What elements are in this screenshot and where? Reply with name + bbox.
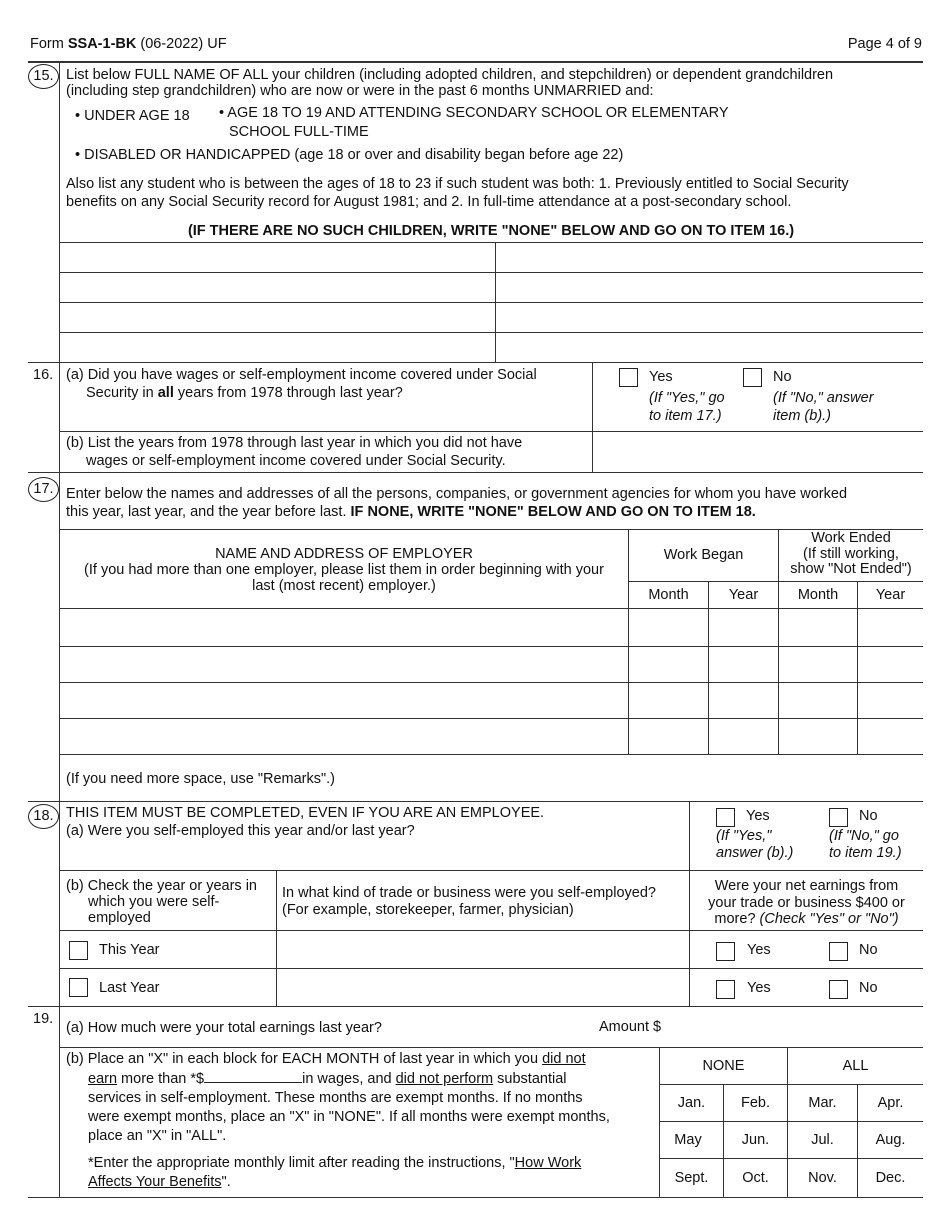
item-16-no-note-1: (If "No," answer [773,390,874,406]
employer-row-1[interactable] [60,609,628,646]
last-year-no-checkbox[interactable] [829,980,848,999]
month-block-may[interactable]: May [674,1132,702,1148]
this-year-label: This Year [99,942,160,958]
month-block-dec[interactable]: Dec. [875,1170,906,1186]
this-year-yes-label: Yes [747,942,771,958]
work-ended-title: Work Ended [811,530,891,546]
child-name-field-1[interactable] [60,243,495,272]
item-18-yes-note-2: answer (b).) [716,845,794,861]
item-18-yes-label: Yes [746,808,770,824]
last-year-yes-label: Yes [747,980,771,996]
item-18-yes-checkbox[interactable] [716,808,735,827]
item-16a-text-end: years from 1978 through last year? [173,385,403,401]
item-18-no-note-2: to item 19.) [829,845,902,861]
item-17-intro-line-1: Enter below the names and addresses of all the persons, companies, or government agencies for whom you have worked [66,486,848,502]
item-16-no-checkbox[interactable] [743,368,762,387]
item-17-more-space-note: (If you need more space, use "Remarks".) [66,771,335,787]
child-name-field-3[interactable] [60,273,495,302]
item-17-intro-bold: IF NONE, WRITE "NONE" BELOW AND GO ON TO ITEM 18. [350,504,756,520]
item-18-no-label: No [859,808,878,824]
employer-row-3[interactable] [60,683,628,718]
item-17-intro-text: this year, last year, and the year before last. [66,504,351,520]
item-18-number: 18. [28,804,59,829]
item-17-intro [66,485,926,521]
item-16-yes-note [649,389,725,425]
trade-header-line-1: In what kind of trade or business were you self-employed? [282,885,656,901]
footnote-end: ". [221,1174,231,1190]
item-19b-footnote-line-1 [88,1154,581,1173]
child-name-field-6[interactable] [496,303,923,332]
item-19b-text-2: more than *$ [117,1071,205,1087]
item-16a-bold: all [157,385,174,401]
item-19b-line-5: place an "X" in "ALL". [88,1128,227,1144]
employer-row-2[interactable] [60,647,628,682]
item-16a-text: Security in [86,385,158,401]
item-16-yes-label: Yes [649,369,673,385]
item-16-no-note [773,389,874,425]
item-15-number: 15. [28,64,59,89]
item-19b-underline-earn: earn [88,1071,118,1087]
item-18b-label [66,878,257,926]
this-year-no-label: No [859,942,878,958]
month-block-jan[interactable]: Jan. [677,1095,706,1111]
trade-column-header [282,885,656,919]
net-earnings-line-2: your trade or business $400 or [708,894,905,911]
month-block-feb[interactable]: Feb. [740,1095,770,1111]
work-ended-header [779,531,923,578]
item-19b-text-3: in wages, and [302,1071,396,1087]
month-block-oct[interactable]: Oct. [742,1170,769,1186]
month-block-aug[interactable]: Aug. [875,1132,906,1148]
last-year-no-label: No [859,980,878,996]
item-16-no-label: No [773,369,792,385]
item-19b-line-4: were exempt months, place an "X" in "NONE". If all months were exempt months, [88,1109,610,1125]
net-earnings-line-1: Were your net earnings from [714,878,899,894]
net-earnings-line-3 [690,911,923,928]
item-19b-line-3: services in self-employment. These months are exempt months. If no months [88,1090,583,1106]
item-17-intro-line-2 [66,503,926,521]
work-ended-note-1: (If still working, [803,545,899,562]
all-block[interactable]: ALL [842,1058,869,1074]
form-number: SSA-1-BK [67,36,137,52]
child-name-field-8[interactable] [496,333,923,362]
item-19b-instructions [66,1050,658,1146]
trade-header-line-2: (For example, storekeeper, farmer, physician) [282,902,574,918]
month-block-nov[interactable]: Nov. [808,1170,837,1186]
item-16-yes-note-2: to item 17.) [649,408,722,424]
footnote-underline-2: Affects Your Benefits [88,1174,222,1190]
work-began-year-header: Year [728,587,759,603]
item-15-none-instruction: (IF THERE ARE NO SUCH CHILDREN, WRITE "NONE" BELOW AND GO ON TO ITEM 16.) [187,223,795,239]
form-prefix: Form [30,36,68,52]
month-block-jun[interactable]: Jun. [741,1132,770,1148]
student-note-line-2: benefits on any Social Security record for August 1981; and 2. In full-time attendance at a post-secondary school. [66,194,792,210]
footnote-text: *Enter the appropriate monthly limit after reading the instructions, " [88,1155,515,1171]
item-18-must-complete: THIS ITEM MUST BE COMPLETED, EVEN IF YOU ARE AN EMPLOYEE. [66,805,545,821]
item-18b-line-3: employed [88,910,151,926]
item-18a-question [66,804,544,840]
item-16-number: 16. [33,367,54,383]
bullet-age-18-19 [219,104,729,142]
item-17-number: 17. [28,477,59,502]
month-block-jul[interactable]: Jul. [811,1132,834,1148]
item-16b-line-1: (b) List the years from 1978 through last year in which you did not have [66,435,523,451]
item-16b-question [66,434,522,470]
work-began-header: Work Began [663,547,744,563]
item-19b-text-4: substantial [493,1071,567,1087]
net-earnings-text: more? [714,911,760,927]
child-name-field-5[interactable] [60,303,495,332]
this-year-trade-field[interactable] [277,931,689,968]
item-19b-footnote-line-2 [88,1173,581,1192]
employer-header-note-1: (If you had more than one employer, please list them in order beginning with your [84,562,604,578]
item-18-no-checkbox[interactable] [829,808,848,827]
student-note-line-1: Also list any student who is between the ages of 18 to 23 if such student was both: 1. Previously entitled to Social Security [66,176,849,192]
last-year-trade-field[interactable] [277,969,689,1006]
item-19b-footnote [88,1154,581,1192]
item-19b-underline-1: did not [542,1051,586,1067]
work-ended-month-header: Month [797,587,839,603]
item-19b-line-2 [66,1069,658,1089]
bullet-disabled: • DISABLED OR HANDICAPPED (age 18 or over and disability began before age 22) [75,147,624,163]
item-16a-question [66,366,537,402]
item-16-yes-note-1: (If "Yes," go [649,390,725,406]
form-id [30,35,227,53]
item-16b-line-2: wages or self-employment income covered under Social Security. [86,453,506,469]
this-year-checkbox[interactable] [69,941,88,960]
month-block-sept[interactable]: Sept. [674,1170,709,1186]
form-revision: (06-2022) UF [136,36,227,52]
item-16a-line-2 [66,384,537,402]
item-16-yes-checkbox[interactable] [619,368,638,387]
month-block-apr[interactable]: Apr. [877,1095,904,1111]
item-15-intro [66,67,926,99]
item-15-student-note [66,175,926,211]
footnote-underline-1: How Work [514,1155,582,1171]
item-18-no-note-1: (If "No," go [829,828,899,844]
last-year-yes-checkbox[interactable] [716,980,735,999]
item-19b-line-1 [66,1050,658,1069]
work-ended-note-2: show "Not Ended") [790,561,912,577]
item-18-yes-note [716,828,793,862]
bullet-under-18: • UNDER AGE 18 [75,108,190,124]
employer-header-title: NAME AND ADDRESS OF EMPLOYER [215,546,473,562]
this-year-yes-checkbox[interactable] [716,942,735,961]
bullet-age-18-19-line-1: • AGE 18 TO 19 AND ATTENDING SECONDARY SCHOOL OR ELEMENTARY [219,105,729,121]
item-19a-amount-label: Amount $ [599,1019,662,1035]
item-15-intro-line-2: (including step grandchildren) who are now or were in the past 6 months UNMARRIED and: [66,83,654,99]
monthly-limit-field[interactable] [204,1069,302,1083]
item-18-yes-note-1: (If "Yes," [716,828,772,844]
net-earnings-italic: (Check "Yes" or "No") [759,911,899,927]
child-name-field-7[interactable] [60,333,495,362]
item-19a-amount-field[interactable] [670,1012,920,1044]
net-earnings-header [690,878,923,928]
item-19-number: 19. [33,1011,54,1027]
last-year-checkbox[interactable] [69,978,88,997]
last-year-label: Last Year [99,980,160,996]
item-18a-line: (a) Were you self-employed this year and/or last year? [66,823,415,839]
month-block-mar[interactable]: Mar. [808,1095,837,1111]
item-19b-underline-perform: did not perform [395,1071,494,1087]
item-16-no-note-2: item (b).) [773,408,831,424]
work-began-month-header: Month [648,587,689,603]
item-16b-years-field[interactable] [594,433,922,471]
child-name-field-2[interactable] [496,243,923,272]
this-year-no-checkbox[interactable] [829,942,848,961]
page-number: Page 4 of 9 [847,36,922,52]
none-block[interactable]: NONE [702,1058,745,1074]
item-18b-line-1: (b) Check the year or years in [66,878,257,894]
item-19b-text-1: (b) Place an "X" in each block for EACH MONTH of last year in which you [66,1051,543,1067]
employer-row-4[interactable] [60,719,628,754]
employer-column-header [60,546,628,594]
work-ended-year-header: Year [875,587,906,603]
item-19a-question: (a) How much were your total earnings last year? [66,1020,382,1036]
child-name-field-4[interactable] [496,273,923,302]
employer-header-note-2: last (most recent) employer.) [252,578,436,594]
item-16a-line-1: (a) Did you have wages or self-employment income covered under Social [66,367,537,383]
item-15-intro-line-1: List below FULL NAME OF ALL your children (including adopted children, and stepchildren) or dependent grandchildren [66,67,834,83]
item-18-no-note [829,828,902,862]
bullet-age-18-19-line-2: SCHOOL FULL-TIME [229,124,369,140]
item-18b-line-2: which you were self- [88,894,220,910]
